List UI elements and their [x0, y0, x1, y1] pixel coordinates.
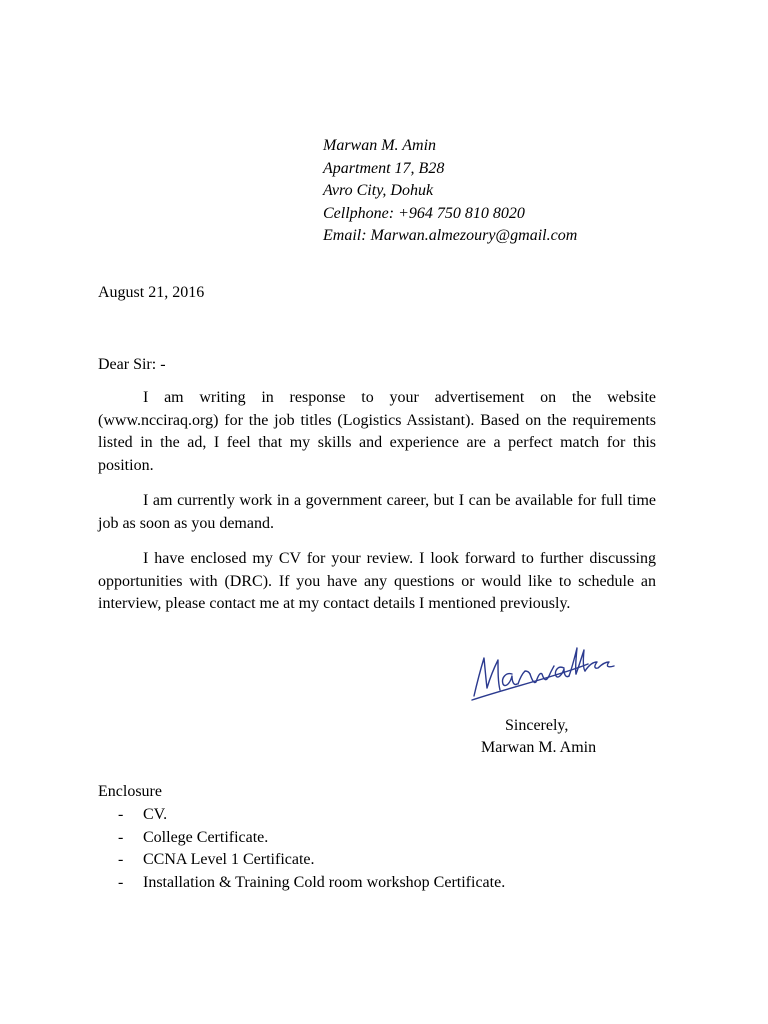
enclosure-item — [118, 872, 505, 895]
enclosure-list — [118, 804, 505, 894]
list-dash: - — [118, 873, 124, 891]
closing: Sincerely, — [505, 717, 569, 734]
paragraph-text: I have enclosed my CV for your review. I look forward to further discussing opportunities with (DRC). If you have any questions or would like to schedule an interview, please contact me at my contact details I mentioned previously. — [98, 550, 656, 612]
enclosure-item-text: CV. — [143, 806, 168, 823]
sender-email: Email: Marwan.almezoury@gmail.com — [323, 227, 578, 244]
handwritten-signature — [468, 638, 618, 706]
closing-signatory-name: Marwan M. Amin — [481, 739, 597, 756]
enclosure-item-text: CCNA Level 1 Certificate. — [143, 851, 315, 868]
list-dash: - — [118, 851, 124, 868]
letter-date: August 21, 2016 — [98, 284, 205, 301]
enclosure-item-text: Installation & Training Cold room workshop Certificate. — [143, 873, 506, 891]
enclosure-item — [118, 804, 505, 827]
sender-address-line-2: Avro City, Dohuk — [323, 182, 434, 199]
body-paragraph-3 — [98, 548, 656, 616]
list-dash: - — [118, 828, 124, 846]
salutation: Dear Sir: - — [98, 356, 166, 373]
list-dash: - — [118, 806, 124, 823]
enclosure-item — [118, 827, 505, 850]
enclosure-item-text: College Certificate. — [143, 828, 269, 846]
sender-phone: Cellphone: +964 750 810 8020 — [323, 204, 525, 222]
enclosure-item — [118, 849, 505, 872]
body-paragraph-1 — [98, 387, 656, 477]
enclosure-heading: Enclosure — [98, 783, 162, 800]
paragraph-text: I am currently work in a government career, but I can be available for full time job as soon as you demand. — [98, 492, 656, 532]
sender-name: Marwan M. Amin — [323, 137, 437, 154]
body-paragraph-2 — [98, 490, 656, 535]
sender-address-block — [323, 135, 577, 248]
paragraph-text: I am writing in response to your advertisement on the website (www.ncciraq.org) for the job titles (Logistics Assistant). Based on the requirements listed in the ad, I feel that my skills and experience are a perfect match for this position. — [98, 389, 656, 474]
sender-address-line-1: Apartment 17, B28 — [323, 159, 445, 177]
